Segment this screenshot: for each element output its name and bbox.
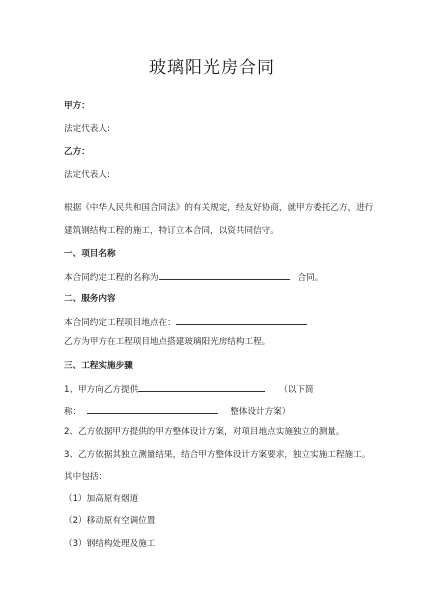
step-1-line — [64, 382, 314, 396]
party-a-label: 甲方： — [64, 101, 90, 111]
location-blank — [176, 315, 307, 325]
party-b-representative-label: 法定代表人: — [64, 170, 110, 180]
section-2-heading: 二、服务内容 — [64, 294, 116, 304]
location-line — [64, 315, 307, 329]
scope-text: 乙方为甲方在工程项目地点搭建玻璃阳光房结构工程。 — [64, 337, 271, 347]
step-3-text: 3、乙方依据其独立测量结果，结合甲方整体设计方案要求，独立实施工程施工。 — [64, 450, 371, 460]
step-1-line-2 — [64, 404, 290, 418]
include-item-1: （1）加高原有烟道 — [64, 494, 139, 504]
step-1-line-2-suffix: 整体设计方案） — [230, 407, 291, 417]
intro-paragraph-line-2: 建筑钢结构工程的施工，特订立本合同，以资共同信守。 — [64, 226, 279, 236]
include-item-2: （2）移动原有空调位置 — [64, 516, 156, 526]
intro-paragraph-line-1: 根据《中华人民共和国合同法》的有关规定，经友好协商，就甲方委托乙方，进行 — [64, 203, 374, 213]
step-1-line-2-blank — [87, 404, 218, 414]
document-title: 玻璃阳光房合同 — [149, 58, 275, 78]
step-1-blank — [138, 382, 265, 392]
step-1-suffix: （以下简 — [279, 385, 314, 395]
step-1-prefix: 1、甲方向乙方提供 — [64, 385, 139, 395]
project-name-prefix: 本合同约定工程的名称为 — [64, 273, 159, 283]
location-prefix: 本合同约定工程项目地点在： — [64, 318, 176, 328]
project-name-blank — [159, 270, 290, 280]
step-1-line-2-prefix: 称： — [64, 407, 82, 417]
party-b-label: 乙方： — [64, 147, 90, 157]
project-name-line — [64, 270, 323, 284]
include-item-3: （3）钢结构处理及施工 — [64, 539, 156, 549]
includes-label: 其中包括： — [64, 472, 107, 482]
party-a-representative-label: 法定代表人: — [64, 124, 110, 134]
section-1-heading: 一、项目名称 — [64, 249, 116, 259]
section-3-heading: 三、工程实施步骤 — [64, 361, 133, 371]
step-2-text: 2、乙方依据甲方提供的甲方整体设计方案，对项目地点实施独立的测量。 — [64, 427, 345, 437]
project-name-suffix: 合同。 — [297, 273, 324, 283]
